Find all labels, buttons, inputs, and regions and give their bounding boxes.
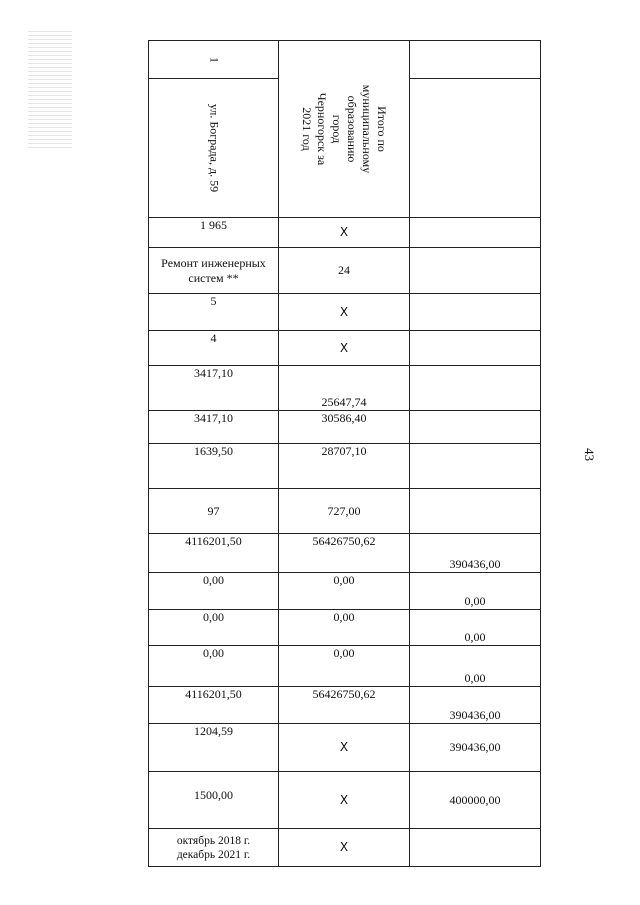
table-cell: 390436,00: [410, 724, 541, 772]
table-row: [149, 218, 541, 248]
table-row: [149, 687, 541, 724]
table-cell: [410, 218, 541, 248]
table-cell: 30586,40: [279, 411, 410, 444]
header-cell-empty: [410, 79, 541, 218]
table-row: [149, 489, 541, 534]
table-cell: X: [279, 772, 410, 829]
table-cell: [410, 366, 541, 411]
table-row: [149, 829, 541, 867]
header-cell-empty: [410, 41, 541, 79]
table-cell: 727,00: [279, 489, 410, 534]
table-cell: X: [279, 829, 410, 867]
table-cell: 24: [279, 248, 410, 294]
table-cell: 400000,00: [410, 772, 541, 829]
table-cell: 0,00: [410, 573, 541, 610]
column-number-label: 1: [207, 56, 221, 63]
table-cell: [410, 489, 541, 534]
table-cell: X: [279, 331, 410, 366]
table-cell: [410, 294, 541, 331]
table-cell: 0,00: [149, 610, 279, 646]
table-cell: [410, 411, 541, 444]
table-row: [149, 610, 541, 646]
table-cell: 28707,10: [279, 444, 410, 489]
table-header-row: [149, 41, 541, 79]
table-row: [149, 534, 541, 573]
table-cell: X: [279, 724, 410, 772]
table-row: [149, 331, 541, 366]
table-row: [149, 724, 541, 772]
table-cell: 0,00: [410, 646, 541, 687]
table-cell: 0,00: [279, 573, 410, 610]
table-cell: 1500,00: [149, 772, 279, 829]
table-cell: октябрь 2018 г. декабрь 2021 г.: [149, 829, 279, 867]
table-row: [149, 248, 541, 294]
table-cell: 56426750,62: [279, 687, 410, 724]
table-row: [149, 294, 541, 331]
table-cell: 4: [149, 331, 279, 366]
table-row: [149, 646, 541, 687]
table-cell: X: [279, 294, 410, 331]
header-cell-number: [149, 41, 279, 79]
table-cell: 0,00: [149, 573, 279, 610]
header-cell-address: [149, 79, 279, 218]
table-cell: [410, 248, 541, 294]
table-cell: X: [279, 218, 410, 248]
table-cell: 4116201,50: [149, 534, 279, 573]
table-cell: 25647,74: [279, 366, 410, 411]
table-row: [149, 366, 541, 411]
table-cell: 3417,10: [149, 366, 279, 411]
table-cell: 1 965: [149, 218, 279, 248]
column-total-title: Итого по муниципальному образованию город Черногорск за 2021 год: [300, 84, 389, 174]
table-cell: 4116201,50: [149, 687, 279, 724]
table-cell: 0,00: [410, 610, 541, 646]
page-number: 43: [582, 448, 597, 461]
table-cell: 390436,00: [410, 687, 541, 724]
table-cell: 56426750,62: [279, 534, 410, 573]
table-cell: 0,00: [149, 646, 279, 687]
table-cell: 3417,10: [149, 411, 279, 444]
table-row: [149, 573, 541, 610]
table-cell: [410, 829, 541, 867]
data-table: [148, 40, 541, 867]
table-cell: [410, 331, 541, 366]
column-address-title: ул. Бограда, д. 59: [207, 103, 221, 193]
table-cell: 1204,59: [149, 724, 279, 772]
table-cell: 5: [149, 294, 279, 331]
table-row: [149, 411, 541, 444]
table-cell: 97: [149, 489, 279, 534]
table-cell: Ремонт инженерных систем **: [149, 248, 279, 294]
table-cell: 0,00: [279, 610, 410, 646]
table-row: [149, 444, 541, 489]
table-cell: 390436,00: [410, 534, 541, 573]
table-cell: 1639,50: [149, 444, 279, 489]
table-cell: 0,00: [279, 646, 410, 687]
table-cell: [410, 444, 541, 489]
faded-stamp: [28, 30, 72, 148]
table-row: [149, 772, 541, 829]
header-cell-total: [279, 41, 410, 218]
